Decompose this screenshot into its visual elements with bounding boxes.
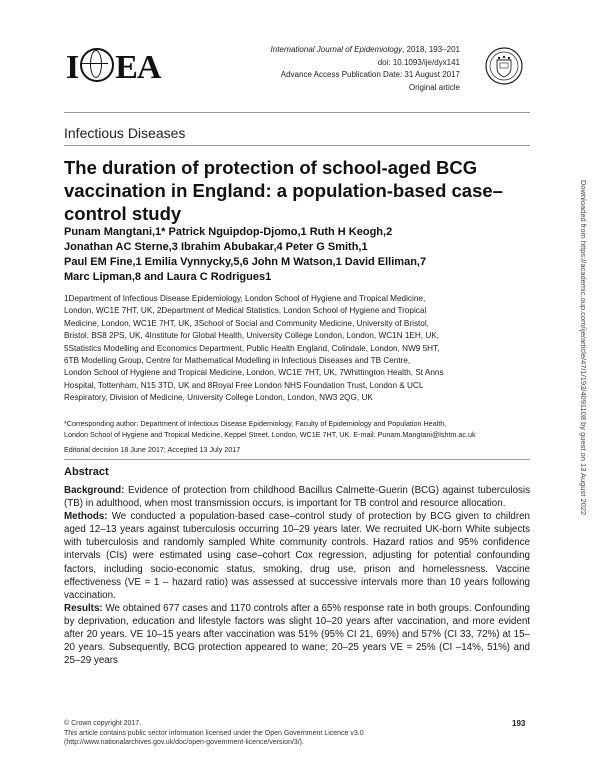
affiliation-line: London School of Hygiene and Tropical Medicine, London, WC1E 7HT, UK, 7Whittington Health, St Anns: [64, 368, 444, 378]
corresponding-author: [64, 419, 534, 440]
globe-icon: [80, 48, 114, 82]
abstract-divider: [64, 459, 530, 460]
authors: [64, 225, 514, 285]
abstract-body: [64, 484, 530, 667]
abstract-heading: Abstract: [64, 466, 109, 478]
corresponding-line: *Corresponding author: Department of Infectious Disease Epidemiology, Faculty of Epidemiology and Population Health,: [64, 419, 447, 428]
doi: doi: 10.1093/ije/dyx141: [377, 57, 460, 67]
advance-access-date: Advance Access Publication Date: 31 August 2017: [280, 70, 460, 79]
page-number: 193: [512, 719, 526, 728]
affiliation-line: Hospital, Tottenham, N15 3TD, UK and 8Royal Free London NHS Foundation Trust, London & UCL: [64, 380, 424, 390]
license-line: This article contains public sector information licensed under the Open Government Licence v3.0: [64, 729, 364, 737]
affiliation-line: 6TB Modelling Group, Centre for Mathematical Modelling in Infectious Diseases and TB Centre,: [64, 356, 411, 366]
article-type: Original article: [408, 82, 460, 92]
download-watermark: Downloaded from https://academic.oup.com/ije/article/47/1/193/4091108 by guest on 13 August 2022: [579, 180, 588, 516]
license-url: (http://www.nationalarchives.gov.uk/doc/open-government-licence/version/3/).: [64, 739, 304, 746]
affiliation-line: Respiratory, Division of Medicine, University College London, London, NW3 2QG, UK: [64, 393, 373, 403]
authors-line: Punam Mangtani,1* Patrick Nguipdop-Djomo,1 Ruth H Keogh,2: [64, 226, 393, 238]
authors-line: Jonathan AC Sterne,3 Ibrahim Abubakar,4 Peter G Smith,1: [64, 241, 368, 253]
article-title: The duration of protection of school-aged BCG vaccination in England: a population-based case–control study: [64, 157, 503, 224]
abstract-methods: Methods: We conducted a population-based case–control study of protection by BCG given to children aged 12–13 years against tuberculosis occurring 10–29 years later. We recruited UK-born White subjects with tuberculosis and randomly sampled White community controls. Hazard ratios and 95% confidence intervals (CIs) were estimated using case–cohort Cox regression, adjusting for potential confounding factors, including socio-economic status, smoking, drug use, prison and homelessness. Vaccine effectiveness (VE = 1 – hazard ratio) was assessed at successive intervals more than 10 years following vaccination.: [64, 511, 530, 601]
authors-line: Paul EM Fine,1 Emilia Vynnycky,5,6 John M Watson,1 David Elliman,7: [64, 256, 427, 268]
footer-license: [64, 719, 364, 748]
affiliation-line: 1Department of Infectious Disease Epidemiology, London School of Hygiene and Tropical Medicine,: [64, 294, 426, 303]
journal-info: [271, 44, 460, 94]
authors-line: Marc Lipman,8 and Laura C Rodrigues1: [64, 271, 272, 283]
editorial-dates: Editorial decision 18 June 2017; Accepted 13 July 2017: [64, 445, 241, 454]
affiliation-line: London, WC1E 7HT, UK, 2Department of Medical Statistics, London School of Hygiene and Tropical: [64, 306, 427, 316]
affiliation-line: 5Statistics Modelling and Economics Department, Public Health England, Colindale, London, NW9 5HT,: [64, 343, 440, 353]
corresponding-line: London School of Hygiene and Tropical Medicine, Keppel Street, London, WC1E 7HT, UK. E-mail: Punam.Mangtani@lshtm.ac.uk: [64, 429, 476, 439]
abstract-results: Results: We obtained 677 cases and 1170 controls after a 65% response rate in both groups. Confounding by deprivation, education and lifestyle factors was slight 10–20 years after vaccination, and more evident after 20 years. VE 10–15 years after vaccination was 51% (95% CI 21, 69%) and 57% (CI 33, 72%) at 15–20 years. Subsequently, BCG protection appeared to wane; 20–25 years VE = 25% (CI –14%, 51%) and 25–29 years: [64, 602, 530, 667]
section-label: Infectious Diseases: [64, 125, 186, 141]
affiliations: [64, 293, 534, 405]
abstract-background: Background: Evidence of protection from childhood Bacillus Calmette-Guerin (BCG) against tuberculosis (TB) in adulthood, when most transmission occurs, is important for TB control and resource allocation.: [64, 485, 530, 510]
affiliation-line: Bristol, BS8 2PS, UK, 4Institute for Global Health, University College London, London, WC1N 1EH, UK,: [64, 331, 439, 341]
oxford-crest-icon: [484, 46, 524, 86]
journal-title: International Journal of Epidemiology: [270, 45, 403, 54]
journal-citation: , 2018, 193–201: [402, 45, 460, 54]
ieа-logo: I EA: [66, 49, 161, 86]
affiliation-line: Medicine, London, WC1E 7HT, UK, 3School of Social and Community Medicine, University of Bristol,: [64, 318, 429, 328]
section-divider: [64, 145, 530, 146]
header-divider: [64, 112, 530, 113]
copyright: © Crown copyright 2017.: [64, 720, 142, 727]
